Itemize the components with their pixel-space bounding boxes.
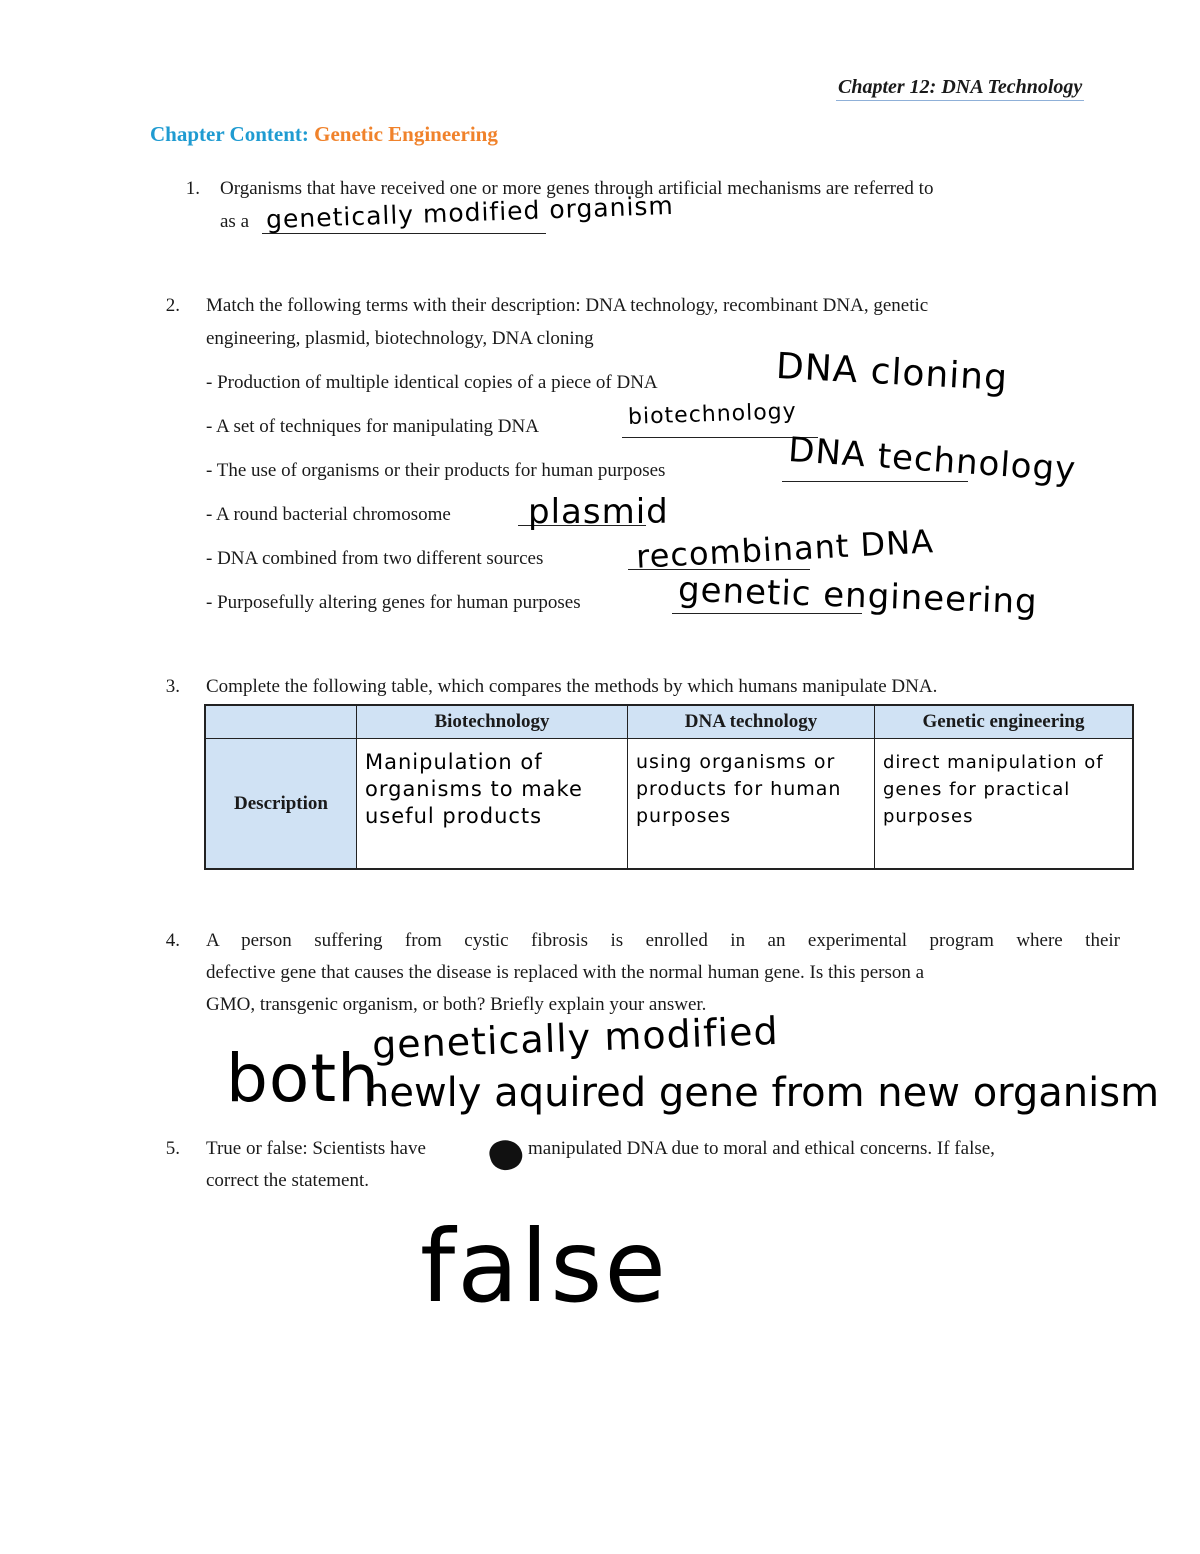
q2-item-3-prompt: - The use of organisms or their products for human purposes bbox=[206, 460, 666, 481]
q4-line3: GMO, transgenic organism, or both? Briefly explain your answer. bbox=[206, 994, 707, 1015]
q2-item-3-answer: DNA technology bbox=[786, 429, 1078, 491]
q4-answer-top: genetically modified bbox=[371, 1008, 780, 1068]
comparison-table bbox=[204, 704, 1134, 870]
scribble-mark bbox=[487, 1136, 526, 1173]
q1-line2: as a bbox=[220, 211, 250, 232]
q2-item-1-answer: DNA cloning bbox=[775, 345, 1009, 400]
q2-item-4-prompt: - A round bacterial chromosome bbox=[206, 504, 451, 525]
q4-answer-word: both bbox=[226, 1040, 380, 1117]
q2-number: 2. bbox=[165, 295, 180, 316]
table-cell-dna-technology bbox=[628, 739, 875, 870]
table-cell-dna-technology-answer: using organisms or products for human purposes bbox=[636, 751, 842, 827]
q3-text: Complete the following table, which compares the methods by which humans manipulate DNA. bbox=[206, 676, 938, 697]
q2-item-6-answer: genetic engineering bbox=[677, 569, 1039, 623]
q5-answer: false bbox=[420, 1208, 668, 1325]
q2-item-5-prompt: - DNA combined from two different sources bbox=[206, 548, 544, 569]
table-corner bbox=[205, 705, 357, 739]
q2-item-3-line bbox=[782, 481, 968, 482]
q2-line1: Match the following terms with their description: DNA technology, recombinant DNA, genetic bbox=[206, 295, 929, 316]
q2-item-1-prompt: - Production of multiple identical copies of a piece of DNA bbox=[206, 372, 658, 393]
q2-item-6-prompt: - Purposefully altering genes for human purposes bbox=[206, 592, 581, 613]
q4-line2: defective gene that causes the disease is replaced with the normal human gene. Is this person a bbox=[206, 962, 925, 983]
table-header-genetic-engineering: Genetic engineering bbox=[875, 705, 1134, 739]
table-cell-genetic-engineering-answer: direct manipulation of genes for practical purposes bbox=[883, 752, 1104, 827]
q2-item-4-answer: plasmid bbox=[528, 492, 669, 532]
q2-item-2-answer: biotechnology bbox=[627, 399, 798, 430]
q3-number: 3. bbox=[165, 676, 180, 697]
q1-answer-line bbox=[262, 233, 546, 234]
q5-line2: correct the statement. bbox=[206, 1170, 370, 1191]
q4-line1: A person suffering from cystic fibrosis is enrolled in an experimental program where their bbox=[206, 930, 1120, 951]
q2-item-5-answer: recombinant DNA bbox=[635, 522, 935, 576]
table-cell-biotechnology bbox=[357, 739, 628, 870]
q2-item-2-prompt: - A set of techniques for manipulating DNA bbox=[206, 416, 539, 437]
table-row-label: Description bbox=[205, 739, 357, 870]
table-cell-genetic-engineering bbox=[875, 739, 1134, 870]
q5-line1b: manipulated DNA due to moral and ethical concerns. If false, bbox=[528, 1138, 995, 1159]
q5-number: 5. bbox=[165, 1138, 180, 1159]
section-label: Chapter Content: bbox=[150, 122, 309, 146]
table-header-biotechnology: Biotechnology bbox=[357, 705, 628, 739]
q1-number: 1. bbox=[185, 178, 200, 199]
q1-line1: Organisms that have received one or more genes through artificial mechanisms are referred to bbox=[220, 178, 934, 199]
q1-answer: genetically modified organism bbox=[265, 190, 675, 235]
chapter-header: Chapter 12: DNA Technology bbox=[836, 74, 1084, 101]
q4-number: 4. bbox=[165, 930, 180, 951]
section-topic: Genetic Engineering bbox=[314, 122, 498, 146]
q5-line1a: True or false: Scientists have bbox=[206, 1138, 426, 1159]
table-cell-biotechnology-answer: Manipulation of organisms to make useful products bbox=[365, 750, 583, 828]
q4-answer-rest: newly aquired gene from new organism bbox=[364, 1070, 1160, 1116]
table-header-dna-technology: DNA technology bbox=[628, 705, 875, 739]
q2-line2: engineering, plasmid, biotechnology, DNA cloning bbox=[206, 328, 594, 349]
section-title bbox=[150, 122, 498, 147]
